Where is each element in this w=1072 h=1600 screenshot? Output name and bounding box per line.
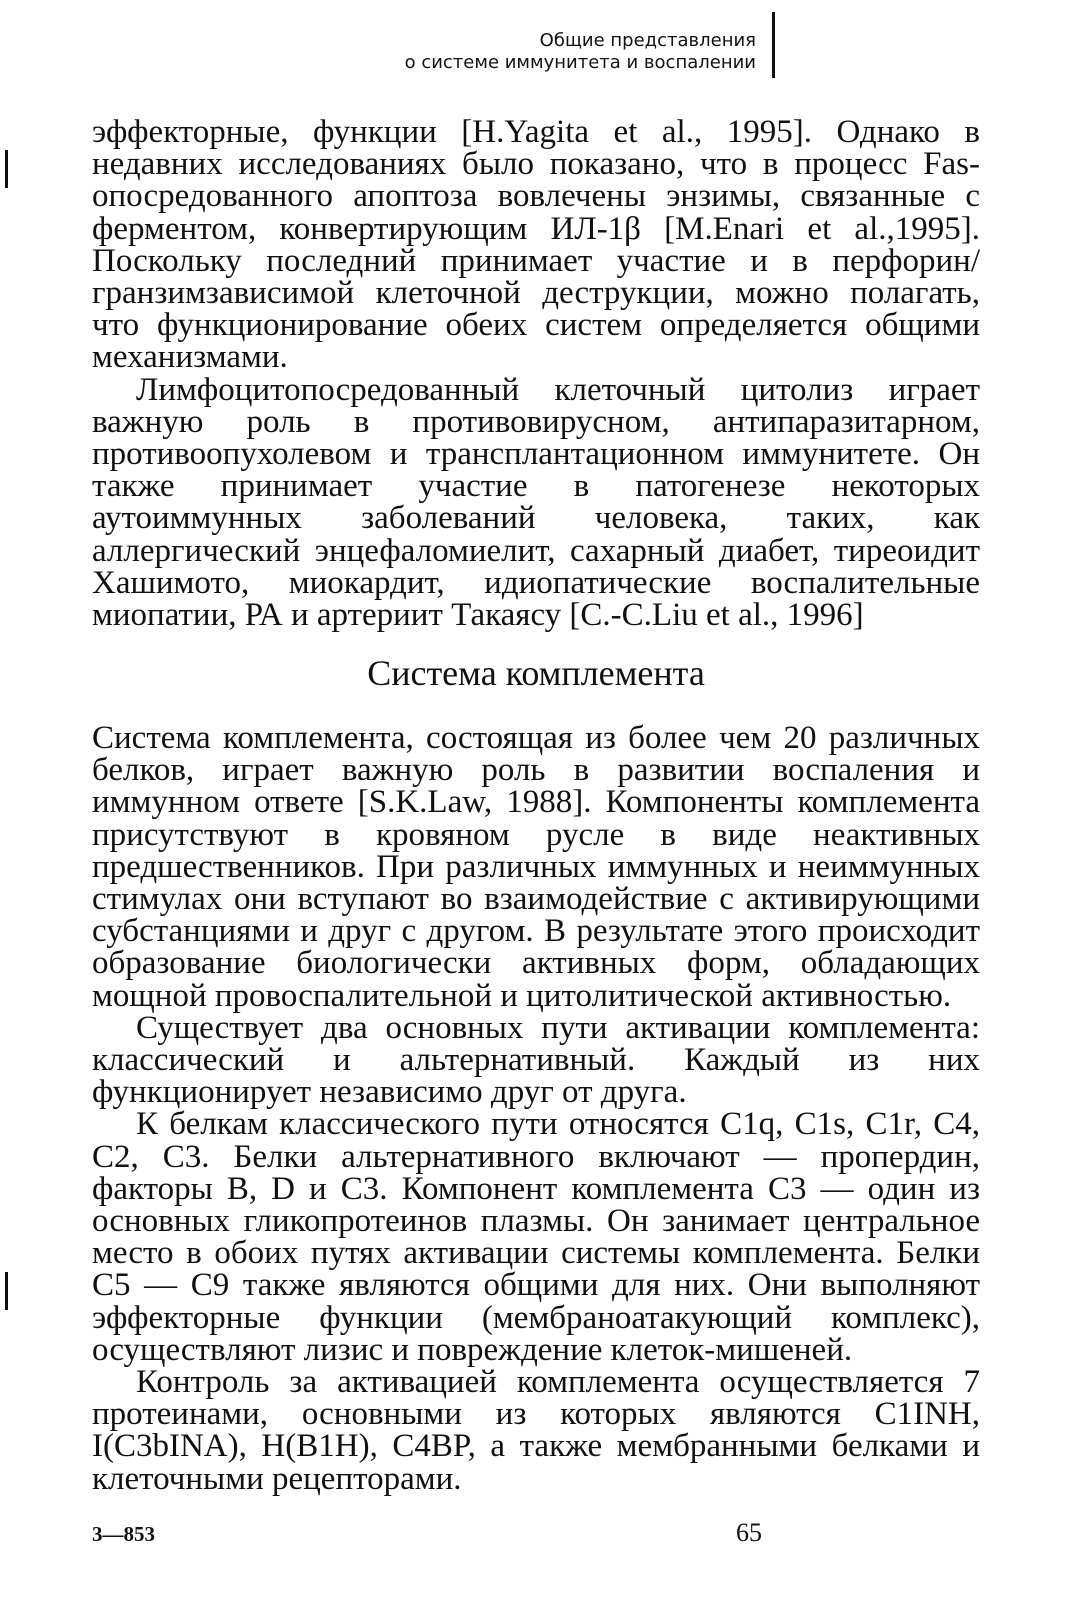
header-vertical-rule: [772, 12, 775, 78]
running-header-line-1: Общие представления: [539, 30, 756, 51]
body-text-block-1: [92, 114, 980, 634]
body-text-block-2: [92, 722, 980, 1495]
margin-change-bar: [5, 1272, 8, 1310]
printer-signature: 3—853: [92, 1522, 155, 1546]
paragraph: Контроль за активацией комплемента осуществляется 7 протеинами, основными из которых являются C1INH, I(C3bINA), H(B1H), C4BP, а также мембранными белками и клеточными рецепторами.: [92, 1364, 980, 1497]
section-heading: Система комплемента: [367, 653, 705, 693]
running-header: [405, 30, 756, 74]
paragraph: К белкам классического пути относятся C1q, C1s, C1r, C4, C2, C3. Белки альтернативного включают — пропердин, факторы B, D и C3. Компонент комплемента C3 — один из основных гликопротеинов плазмы. Он занимает центральное место в обоих путях активации системы комплемента. Белки C5 — C9 также являются общими для них. Они выполняют эффекторные функции (мембраноатакующий комплекс), осуществляют лизис и повреждение клеток-мишеней.: [92, 1106, 980, 1368]
paragraph: эффекторные, функции [H.Yagita et al., 1995]. Однако в недавних исследованиях было показано, что в процесс Fas-опосредованного апоптоза вовлечены энзимы, связанные с ферментом, конвертирующим ИЛ-1β [M.Enari et al.,1995]. Поскольку последний принимает участие и в перфорин/гранзимзависимой клеточной деструкции, можно полагать, что функционирование обеих систем определяется общими механизмами.: [92, 114, 980, 376]
paragraph: Система комплемента, состоящая из более чем 20 различных белков, играет важную роль в развитии воспаления и иммунном ответе [S.K.Law, 1988]. Компоненты комплемента присутствуют в кровяном русле в виде неактивных предшественников. При различных иммунных и неиммунных стимулах они вступают во взаимодействие с активирующими субстанциями и друг с другом. В результате этого происходит образование биологически активных форм, обладающих мощной провоспалительной и цитолитической активностью.: [92, 720, 980, 1014]
margin-change-bar: [5, 150, 8, 188]
running-header-line-2: о системе иммунитета и воспалении: [404, 52, 756, 73]
page-number: 65: [736, 1518, 762, 1547]
paragraph: Лимфоцитопосредованный клеточный цитолиз играет важную роль в противовирусном, антипаразитарном, противоопухолевом и трансплантационном иммунитете. Он также принимает участие в патогенезе некоторых аутоиммунных заболеваний человека, таких, как аллергический энцефаломиелит, сахарный диабет, тиреоидит Хашимото, миокардит, идиопатические воспалительные миопатии, РА и артериит Такаясу [C.-C.Liu et al., 1996]: [92, 371, 980, 634]
paragraph: Существует два основных пути активации комплемента: классический и альтернативный. Каждый из них функционирует независимо друг от друга.: [92, 1009, 980, 1111]
